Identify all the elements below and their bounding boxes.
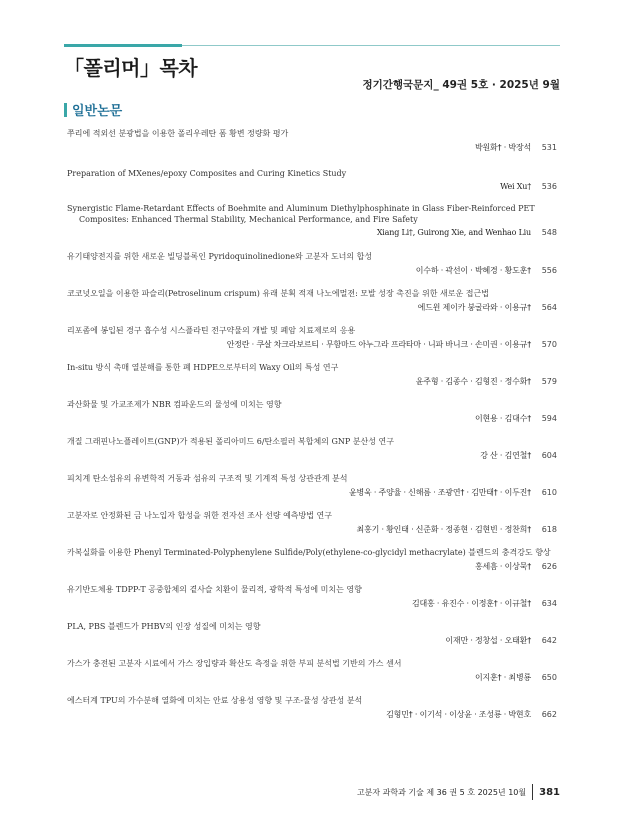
- article-title[interactable]: 고분자로 안정화된 금 나노입자 합성을 위한 전자선 조사 선량 예측방법 연구: [67, 511, 332, 520]
- article-page[interactable]: 594: [541, 414, 557, 423]
- article-page[interactable]: 531: [541, 143, 557, 152]
- article-page[interactable]: 618: [541, 525, 557, 534]
- article-title[interactable]: 카복실화를 이용한 Phenyl Terminated-Polyphenylene Sulfide/Poly(ethylene-co-glycidyl methacrylate) 블렌드의 충격강도 향상: [67, 548, 551, 557]
- section-marker: [64, 103, 67, 117]
- article-authors: 김형민† · 이기석 · 이상윤 · 조성룡 · 박현호: [386, 710, 531, 719]
- toc-entry[interactable]: [67, 325, 557, 362]
- article-authors: Wei Xu†: [500, 182, 531, 191]
- article-authors: 윤주형 · 김종수 · 김형진 · 정수화†: [415, 377, 531, 386]
- article-page[interactable]: 570: [541, 340, 557, 349]
- article-byline: [67, 228, 557, 237]
- toc-entry[interactable]: [67, 128, 557, 168]
- article-authors: 이지훈† · 최병룡: [475, 673, 531, 682]
- article-title[interactable]: 과산화물 및 가교조제가 NBR 컴파운드의 물성에 미치는 영향: [67, 400, 282, 409]
- toc-entry[interactable]: [67, 547, 557, 584]
- toc-entry[interactable]: [67, 399, 557, 436]
- toc-entry[interactable]: [67, 695, 557, 732]
- toc-entry[interactable]: [67, 584, 557, 621]
- toc-entry[interactable]: [67, 362, 557, 399]
- article-byline: [67, 413, 557, 424]
- article-byline: [67, 450, 557, 461]
- toc-entry[interactable]: [67, 621, 557, 658]
- section-heading: [64, 100, 122, 119]
- toc-entry[interactable]: [67, 436, 557, 473]
- article-title[interactable]: 유기반도체용 TDPP-T 공중합체의 곁사슬 치환이 물리적, 광학적 특성에 미치는 영향: [67, 585, 362, 594]
- article-authors: 윤병욱 · 주양율 · 신해름 · 조광연† · 김만태† · 이두진†: [348, 488, 531, 497]
- article-title[interactable]: PLA, PBS 블렌드가 PHBV의 인장 성질에 미치는 영향: [67, 622, 261, 631]
- article-byline: [67, 561, 557, 572]
- article-title[interactable]: In-situ 방식 촉매 열분해를 통한 폐 HDPE으로부터의 Waxy Oil의 특성 연구: [67, 363, 339, 372]
- article-authors: 홍세흠 · 이상묵†: [475, 562, 531, 571]
- article-authors: 안정란 · 쿠살 차크라보르티 · 무함마드 아누그라 프라타마 · 니파 바니크 · 손미권 · 이용규†: [226, 340, 531, 349]
- article-byline: [67, 339, 557, 350]
- toc-list: [67, 128, 557, 732]
- article-byline: [67, 182, 557, 191]
- article-byline: [67, 709, 557, 720]
- article-title[interactable]: 쭈리에 적외선 분광법을 이용한 폴리우레탄 폼 황변 정량화 평가: [67, 129, 289, 138]
- article-authors: 이수하 · 곽선이 · 박혜경 · 황도훈†: [415, 266, 531, 275]
- article-title[interactable]: 유기태양전지를 위한 새로운 빌딩블록인 Pyridoquinolinedione와 고분자 도너의 합성: [67, 252, 373, 261]
- article-authors: 이재만 · 정창섭 · 오태환†: [445, 636, 531, 645]
- page-footer: [357, 784, 560, 800]
- article-byline: [67, 635, 557, 646]
- article-title[interactable]: Synergistic Flame-Retardant Effects of Boehmite and Aluminum Diethylphosphinate in Glass Fiber-Reinforced PET Composites: Enhanced Thermal Stability, Mechanical Performance, and Fire Safety: [67, 204, 535, 224]
- article-authors: 강 산 · 김연철†: [480, 451, 531, 460]
- article-authors: 박원화† · 박장석: [475, 143, 531, 152]
- article-byline: [67, 265, 557, 276]
- article-byline: [67, 598, 557, 609]
- article-title[interactable]: 코코넛오일을 이용한 파슬리(Petroselinum crispum) 유래 분획 적재 나노에멀젼: 모발 성장 촉진을 위한 새로운 접근법: [67, 289, 489, 298]
- toc-entry[interactable]: [67, 658, 557, 695]
- footer-journal: 고분자 과학과 기술 제 36 권 5 호 2025년 10월: [356, 787, 527, 797]
- article-title[interactable]: 에스터계 TPU의 가수분해 열화에 미치는 안료 상용성 영향 및 구조-물성 상관성 분석: [67, 696, 363, 705]
- section-label: 일반논문: [72, 104, 123, 119]
- toc-entry[interactable]: [67, 510, 557, 547]
- article-byline: [67, 524, 557, 535]
- article-title[interactable]: 리포좀에 봉입된 경구 흡수성 시스플라틴 전구약물의 개발 및 폐암 치료제로의 응용: [67, 326, 356, 335]
- header-accent-rule: [64, 44, 182, 47]
- article-byline: [67, 302, 557, 313]
- article-title[interactable]: Preparation of MXenes/epoxy Composites and Curing Kinetics Study: [67, 169, 347, 178]
- toc-entry[interactable]: [67, 288, 557, 325]
- article-page[interactable]: 548: [541, 228, 557, 237]
- article-byline: [67, 142, 557, 153]
- toc-entry[interactable]: [67, 168, 557, 203]
- article-page[interactable]: 634: [541, 599, 557, 608]
- toc-entry[interactable]: [67, 473, 557, 510]
- article-title[interactable]: 개질 그래핀나노플레이트(GNP)가 적용된 폴리아미드 6/탄소필러 복합체의 GNP 분산성 연구: [67, 437, 394, 446]
- article-byline: [67, 487, 557, 498]
- footer-page-number: 381: [539, 786, 560, 798]
- article-title[interactable]: 피치계 탄소섬유의 유변학적 거동과 섬유의 구조적 및 기계적 특성 상관관계 분석: [67, 474, 348, 483]
- issue-info: 정기간행국문지_ 49권 5호 · 2025년 9월: [362, 79, 560, 91]
- toc-entry[interactable]: [67, 251, 557, 288]
- article-authors: 이현용 · 김대수†: [475, 414, 531, 423]
- article-page[interactable]: 556: [541, 266, 557, 275]
- article-authors: Xiang Li†, Guirong Xie, and Wenhao Liu: [376, 228, 531, 237]
- article-page[interactable]: 610: [541, 488, 557, 497]
- article-page[interactable]: 604: [541, 451, 557, 460]
- article-page[interactable]: 642: [541, 636, 557, 645]
- article-page[interactable]: 650: [541, 673, 557, 682]
- article-page[interactable]: 662: [541, 710, 557, 719]
- article-byline: [67, 376, 557, 387]
- article-byline: [67, 672, 557, 683]
- footer-divider: [532, 784, 533, 800]
- article-authors: 에드윈 제이카 붕굴라와 · 이용규†: [417, 303, 531, 312]
- header-rule: [182, 45, 560, 46]
- article-title[interactable]: 가스가 충전된 고분자 시료에서 가스 장입량과 확산도 측정을 위한 부피 분석법 기반의 가스 센서: [67, 659, 402, 668]
- article-page[interactable]: 564: [541, 303, 557, 312]
- article-page[interactable]: 579: [541, 377, 557, 386]
- page-title: 「폴리머」목차: [64, 56, 198, 80]
- article-page[interactable]: 536: [541, 182, 557, 191]
- article-page[interactable]: 626: [541, 562, 557, 571]
- article-authors: 김대홍 · 유진수 · 이정훈† · 이규철†: [411, 599, 531, 608]
- article-authors: 최홍기 · 황인태 · 신준화 · 정종현 · 김현빈 · 정찬희†: [356, 525, 531, 534]
- toc-entry[interactable]: [67, 203, 557, 251]
